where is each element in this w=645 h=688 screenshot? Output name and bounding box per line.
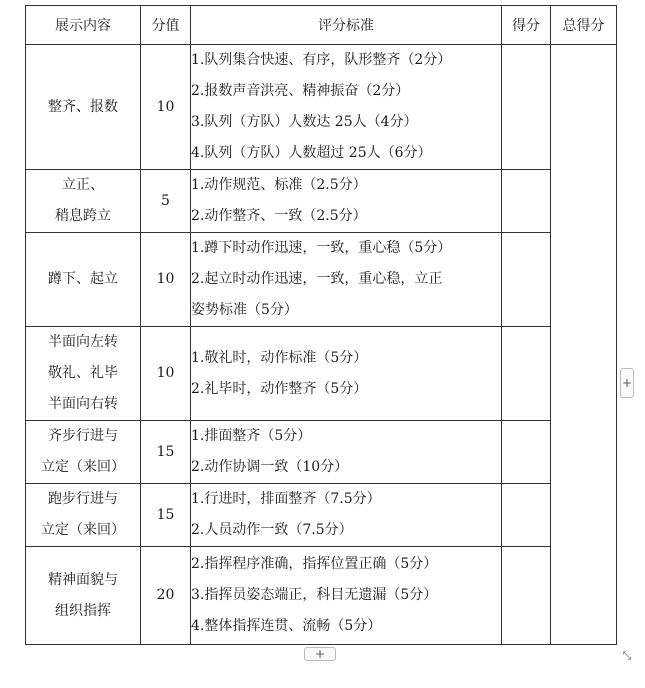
table-row bbox=[26, 45, 617, 170]
add-row-button[interactable]: + bbox=[304, 647, 336, 661]
header-total-score: 总得分 bbox=[551, 6, 617, 45]
header-content: 展示内容 bbox=[26, 6, 141, 45]
criteria-cell[interactable]: 2.指挥程序准确，指挥位置正确（5分） 3.指挥员姿态端正，科目无遗漏（5分） 4.整体指挥连贯、流畅（5分） bbox=[191, 547, 502, 645]
score-cell[interactable]: 5 bbox=[141, 170, 191, 233]
header-score: 分值 bbox=[141, 6, 191, 45]
content-cell[interactable]: 立正、 稍息跨立 bbox=[26, 170, 141, 233]
criteria-cell[interactable]: 1.排面整齐（5分） 2.动作协调一致（10分） bbox=[191, 421, 502, 484]
table-resize-handle-icon[interactable]: ⤡ bbox=[622, 649, 632, 662]
table-row bbox=[26, 421, 617, 484]
got-score-cell[interactable] bbox=[502, 327, 551, 421]
content-cell[interactable]: 跑步行进与 立定（来回） bbox=[26, 484, 141, 547]
add-column-button[interactable]: + bbox=[620, 368, 634, 398]
score-cell[interactable]: 10 bbox=[141, 45, 191, 170]
got-score-cell[interactable] bbox=[502, 547, 551, 645]
content-cell[interactable]: 半面向左转 敬礼、礼毕 半面向右转 bbox=[26, 327, 141, 421]
score-cell[interactable]: 15 bbox=[141, 421, 191, 484]
content-cell[interactable]: 蹲下、起立 bbox=[26, 233, 141, 327]
criteria-cell[interactable]: 1.动作规范、标准（2.5分） 2.动作整齐、一致（2.5分） bbox=[191, 170, 502, 233]
content-cell[interactable]: 整齐、报数 bbox=[26, 45, 141, 170]
scoring-table bbox=[25, 5, 617, 645]
header-row bbox=[26, 6, 617, 45]
table-row bbox=[26, 484, 617, 547]
got-score-cell[interactable] bbox=[502, 45, 551, 170]
criteria-cell[interactable]: 1.蹲下时动作迅速，一致，重心稳（5分） 2.起立时动作迅速，一致，重心稳，立正 姿势标准（5分） bbox=[191, 233, 502, 327]
score-cell[interactable]: 10 bbox=[141, 327, 191, 421]
got-score-cell[interactable] bbox=[502, 170, 551, 233]
header-criteria: 评分标准 bbox=[191, 6, 502, 45]
criteria-cell[interactable]: 1.敬礼时，动作标准（5分） 2.礼毕时，动作整齐（5分） bbox=[191, 327, 502, 421]
score-cell[interactable]: 10 bbox=[141, 233, 191, 327]
score-cell[interactable]: 20 bbox=[141, 547, 191, 645]
header-got-score: 得分 bbox=[502, 6, 551, 45]
criteria-cell[interactable]: 1.队列集合快速、有序，队形整齐（2分） 2.报数声音洪亮、精神振奋（2分） 3.队列（方队）人数达 25人（4分） 4.队列（方队）人数超过 25人（6分） bbox=[191, 45, 502, 170]
table-row bbox=[26, 170, 617, 233]
got-score-cell[interactable] bbox=[502, 233, 551, 327]
content-cell[interactable]: 精神面貌与 组织指挥 bbox=[26, 547, 141, 645]
got-score-cell[interactable] bbox=[502, 421, 551, 484]
content-cell[interactable]: 齐步行进与 立定（来回） bbox=[26, 421, 141, 484]
table-row bbox=[26, 233, 617, 327]
total-score-cell[interactable] bbox=[551, 45, 617, 645]
table-row bbox=[26, 327, 617, 421]
criteria-cell[interactable]: 1.行进时，排面整齐（7.5分） 2.人员动作一致（7.5分） bbox=[191, 484, 502, 547]
table-row bbox=[26, 547, 617, 645]
got-score-cell[interactable] bbox=[502, 484, 551, 547]
score-cell[interactable]: 15 bbox=[141, 484, 191, 547]
